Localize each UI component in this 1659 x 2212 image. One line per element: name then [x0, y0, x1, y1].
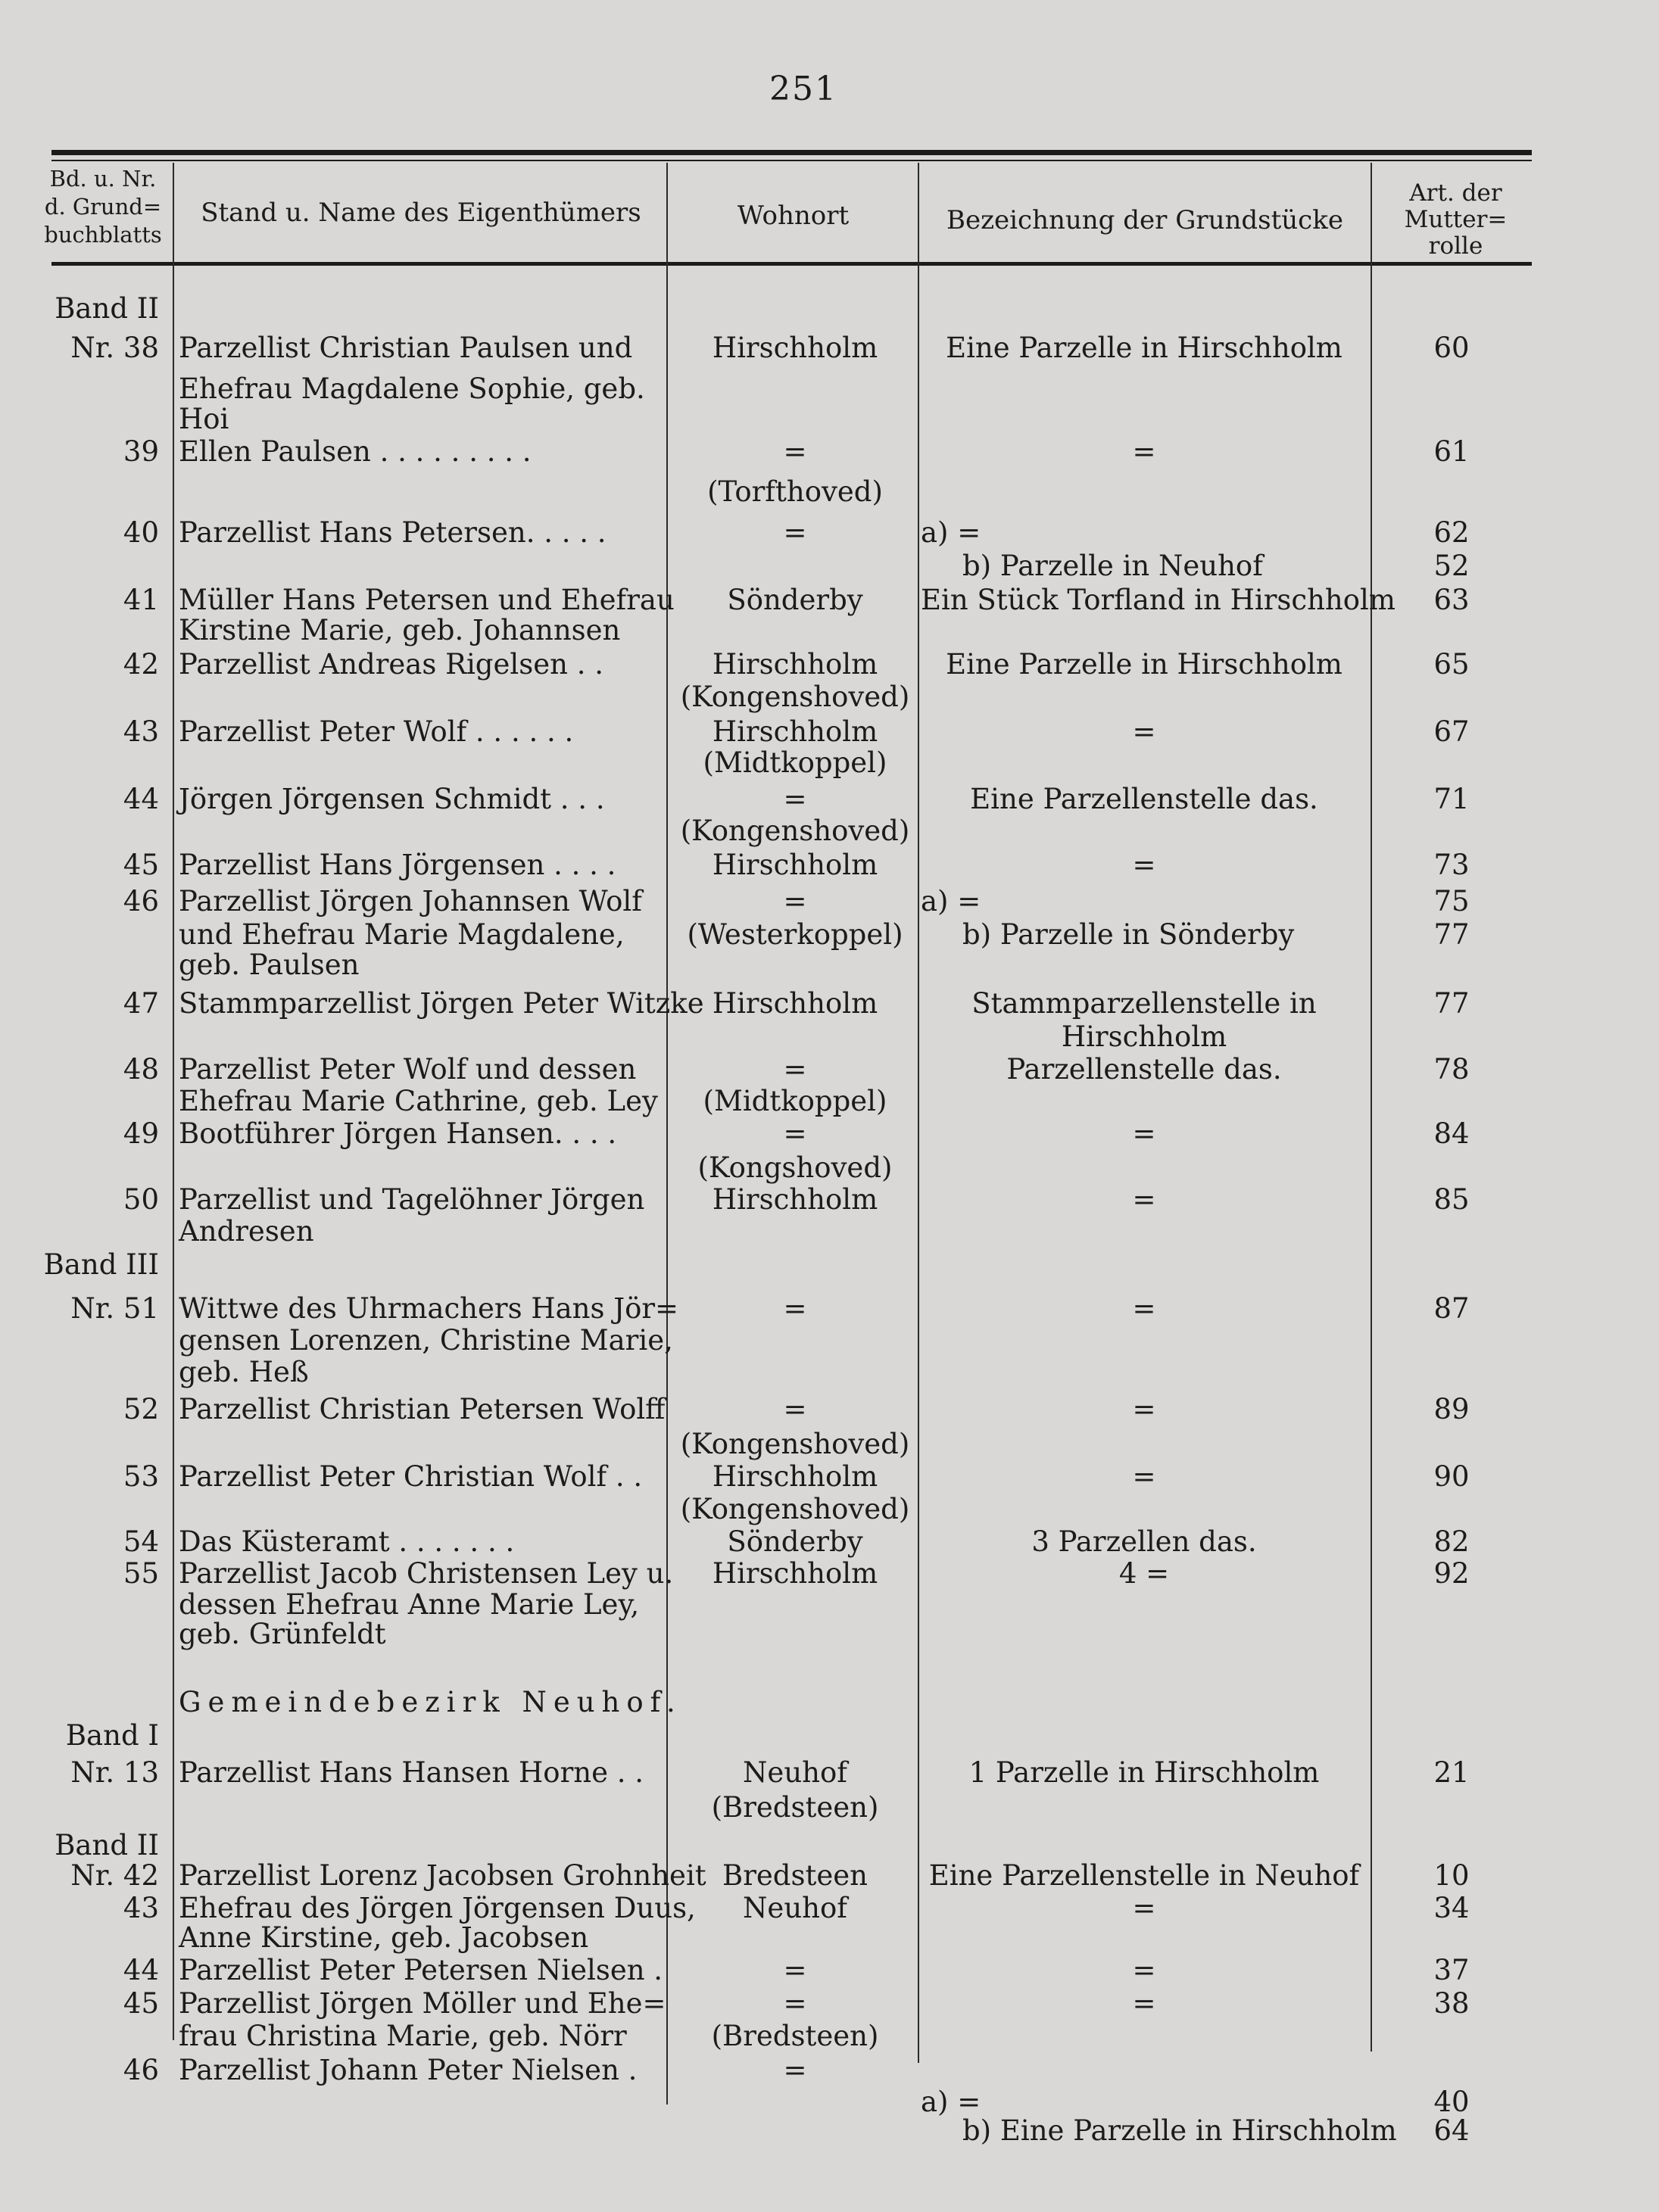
- cell-wohnort: (Kongenshoved): [680, 815, 910, 847]
- cell-owner-name: geb. Grünfeldt: [179, 1618, 386, 1650]
- cell-wohnort: =: [783, 1292, 807, 1325]
- cell-bezeichnung: =: [1132, 1117, 1156, 1150]
- cell-wohnort: =: [783, 1053, 807, 1086]
- table-row: [0, 1492, 1659, 1527]
- cell-bezeichnung: b) Parzelle in Sönderby: [962, 918, 1295, 951]
- cell-bd-nr: 48: [123, 1053, 159, 1086]
- cell-bd-nr: Nr. 42: [70, 1859, 159, 1892]
- cell-wohnort: Bredsteen: [722, 1859, 868, 1892]
- cell-wohnort: (Kongenshoved): [680, 1428, 910, 1460]
- cell-bezeichnung: Eine Parzelle in Hirschholm: [946, 648, 1342, 681]
- table-row: [0, 1921, 1659, 1955]
- cell-wohnort: Neuhof: [743, 1892, 847, 1924]
- table-row: [0, 331, 1659, 366]
- cell-bezeichnung: =: [1132, 1892, 1156, 1924]
- table-row: [0, 1291, 1659, 1326]
- cell-owner-name: Kirstine Marie, geb. Johannsen: [179, 614, 621, 646]
- table-row: [0, 884, 1659, 919]
- cell-bd-nr: 53: [123, 1460, 159, 1493]
- table-row: [0, 435, 1659, 469]
- cell-bezeichnung: 3 Parzellen das.: [1031, 1525, 1257, 1558]
- table-row: [0, 475, 1659, 509]
- cell-bezeichnung: a) =: [921, 2086, 981, 2118]
- cell-bd-nr: 44: [123, 783, 159, 815]
- cell-wohnort: =: [783, 1117, 807, 1150]
- table-row: [0, 1427, 1659, 1462]
- cell-wohnort: (Torfthoved): [707, 475, 883, 508]
- section-heading-row: [0, 1685, 1659, 1720]
- cell-owner-name: Ellen Paulsen . . . . . . . . .: [179, 435, 532, 468]
- cell-wohnort: =: [783, 1954, 807, 1986]
- header-bd-nr: Bd. u. Nr. d. Grund= buchblatts: [44, 166, 162, 248]
- cell-bd-nr: 54: [123, 1525, 159, 1558]
- cell-bd-nr: 52: [123, 1393, 159, 1425]
- cell-owner-name: Ehefrau des Jörgen Jörgensen Duus,: [179, 1892, 696, 1924]
- cell-owner-name: Bootführer Jörgen Hansen. . . .: [179, 1117, 617, 1150]
- cell-owner-name: Hoi: [179, 403, 229, 435]
- cell-wohnort: (Kongenshoved): [680, 681, 910, 713]
- cell-bd-nr: 50: [123, 1183, 159, 1216]
- cell-wohnort: Sönderby: [727, 584, 863, 616]
- cell-bezeichnung: Eine Parzellenstelle in Neuhof: [928, 1859, 1360, 1892]
- cell-bezeichnung: =: [1132, 1987, 1156, 2020]
- cell-wohnort: (Midtkoppel): [703, 746, 887, 779]
- cell-wohnort: Hirschholm: [712, 1460, 878, 1493]
- table-row: [0, 1020, 1659, 1055]
- cell-owner-name: Parzellist Hans Jörgensen . . . .: [179, 849, 616, 881]
- cell-bezeichnung: =: [1132, 1393, 1156, 1425]
- table-row: [0, 1248, 1659, 1282]
- cell-bezeichnung: Hirschholm: [1061, 1020, 1227, 1053]
- table-row: [0, 1323, 1659, 1358]
- cell-bezeichnung: b) Parzelle in Neuhof: [962, 550, 1263, 582]
- cell-wohnort: =: [783, 2054, 807, 2086]
- table-row: [0, 1756, 1659, 1790]
- cell-owner-name: frau Christina Marie, geb. Nörr: [179, 2020, 627, 2052]
- cell-art-mutterrolle: 64: [1433, 2114, 1470, 2147]
- table-row: [0, 680, 1659, 715]
- cell-owner-name: Andresen: [179, 1215, 314, 1248]
- cell-art-mutterrolle: 92: [1433, 1557, 1470, 1590]
- cell-art-mutterrolle: 38: [1433, 1987, 1470, 2020]
- cell-bezeichnung: =: [1132, 849, 1156, 881]
- cell-owner-name: Parzellist Jörgen Möller und Ehe=: [179, 1987, 666, 2020]
- cell-owner-name: Parzellist Jacob Christensen Ley u.: [179, 1557, 674, 1590]
- cell-bd-nr: 43: [123, 1892, 159, 1924]
- cell-bd-nr: 44: [123, 1954, 159, 1986]
- table-row: [0, 1355, 1659, 1390]
- cell-owner-name: Wittwe des Uhrmachers Hans Jör=: [179, 1292, 679, 1325]
- cell-bezeichnung: b) Eine Parzelle in Hirschholm: [962, 2114, 1397, 2147]
- table-row: [0, 1182, 1659, 1217]
- cell-bd-nr: 43: [123, 715, 159, 748]
- table-row: [0, 2114, 1659, 2148]
- cell-art-mutterrolle: 61: [1433, 435, 1470, 468]
- cell-wohnort: Hirschholm: [712, 1183, 878, 1216]
- header-bottom-rule: [51, 262, 1532, 266]
- cell-art-mutterrolle: 10: [1433, 1859, 1470, 1892]
- cell-owner-name: dessen Ehefrau Anne Marie Ley,: [179, 1588, 640, 1621]
- table-row: [0, 516, 1659, 550]
- cell-bezeichnung: =: [1132, 1292, 1156, 1325]
- cell-bezeichnung: =: [1132, 1460, 1156, 1493]
- cell-bezeichnung: 4 =: [1118, 1557, 1170, 1590]
- header-wohnort: Wohnort: [737, 201, 850, 231]
- cell-art-mutterrolle: 67: [1433, 715, 1470, 748]
- table-row: [0, 782, 1659, 817]
- cell-wohnort: (Kongshoved): [697, 1151, 893, 1184]
- cell-art-mutterrolle: 71: [1433, 783, 1470, 815]
- table-row: [0, 549, 1659, 584]
- cell-wohnort: =: [783, 435, 807, 468]
- table-row: [0, 1654, 1659, 1689]
- cell-bd-nr: Nr. 38: [70, 332, 159, 364]
- cell-art-mutterrolle: 65: [1433, 648, 1470, 681]
- cell-wohnort: (Midtkoppel): [703, 1085, 887, 1117]
- table-row: [0, 986, 1659, 1021]
- header-bezeichnung: Bezeichnung der Grundstücke: [946, 205, 1343, 235]
- cell-owner-name: Parzellist Hans Petersen. . . . .: [179, 516, 607, 549]
- cell-owner-name: Anne Kirstine, geb. Jacobsen: [179, 1921, 589, 1954]
- table-row: [0, 613, 1659, 648]
- cell-art-mutterrolle: 89: [1433, 1393, 1470, 1425]
- cell-wohnort: =: [783, 783, 807, 815]
- cell-owner-name: und Ehefrau Marie Magdalene,: [179, 918, 625, 951]
- cell-bezeichnung: Stammparzellenstelle in: [971, 987, 1317, 1020]
- cell-owner-name: Ehefrau Magdalene Sophie, geb.: [179, 372, 645, 405]
- cell-wohnort: =: [783, 1987, 807, 2020]
- cell-bezeichnung: 1 Parzelle in Hirschholm: [968, 1756, 1320, 1789]
- cell-art-mutterrolle: 60: [1433, 332, 1470, 364]
- cell-bezeichnung: =: [1132, 1954, 1156, 1986]
- cell-bd-nr: 39: [123, 435, 159, 468]
- cell-wohnort: Neuhof: [743, 1756, 847, 1789]
- table-row: [0, 1858, 1659, 1893]
- table-row: [0, 848, 1659, 883]
- cell-bd-nr: 49: [123, 1117, 159, 1150]
- cell-wohnort: (Bredsteen): [711, 2020, 879, 2052]
- table-row: [0, 948, 1659, 983]
- cell-art-mutterrolle: 75: [1433, 885, 1470, 918]
- cell-bezeichnung: Ein Stück Torfland in Hirschholm: [921, 584, 1395, 616]
- cell-bd-nr: 47: [123, 987, 159, 1020]
- cell-bd-nr: 42: [123, 648, 159, 681]
- table-row: [0, 1151, 1659, 1185]
- cell-wohnort: (Bredsteen): [711, 1791, 879, 1824]
- cell-wohnort: Hirschholm: [712, 332, 878, 364]
- table-row: [0, 1052, 1659, 1087]
- cell-wohnort: Hirschholm: [712, 849, 878, 881]
- cell-owner-name: Parzellist Andreas Rigelsen . .: [179, 648, 603, 681]
- cell-art-mutterrolle: 87: [1433, 1292, 1470, 1325]
- cell-owner-name: Gemeindebezirk Neuhof.: [179, 1686, 682, 1718]
- cell-owner-name: Parzellist Peter Christian Wolf . .: [179, 1460, 643, 1493]
- table-row: [0, 746, 1659, 780]
- table-row: [0, 1556, 1659, 1591]
- table-row: [0, 1525, 1659, 1559]
- cell-bezeichnung: Eine Parzelle in Hirschholm: [946, 332, 1342, 364]
- cell-owner-name: geb. Paulsen: [179, 949, 360, 981]
- cell-bezeichnung: Parzellenstelle das.: [1006, 1053, 1282, 1086]
- cell-owner-name: Parzellist Christian Petersen Wolff: [179, 1393, 666, 1425]
- cell-owner-name: Parzellist Peter Wolf . . . . . .: [179, 715, 574, 748]
- cell-art-mutterrolle: 40: [1433, 2086, 1470, 2118]
- cell-wohnort: (Westerkoppel): [687, 918, 903, 951]
- cell-art-mutterrolle: 78: [1433, 1053, 1470, 1086]
- cell-bd-nr: 46: [123, 885, 159, 918]
- cell-bd-nr: 40: [123, 516, 159, 549]
- top-rule-thin: [51, 160, 1532, 161]
- cell-bd-nr: Nr. 13: [70, 1756, 159, 1789]
- table-row: [0, 647, 1659, 682]
- header-name: Stand u. Name des Eigenthümers: [201, 198, 641, 228]
- cell-art-mutterrolle: 34: [1433, 1892, 1470, 1924]
- cell-bd-nr: Nr. 51: [70, 1292, 159, 1325]
- table-row: [0, 2053, 1659, 2088]
- cell-owner-name: Das Küsteramt . . . . . . .: [179, 1525, 515, 1558]
- table-row: [0, 1986, 1659, 2021]
- cell-wohnort: =: [783, 516, 807, 549]
- table-row: [0, 1392, 1659, 1427]
- cell-bd-nr: Band III: [43, 1248, 159, 1281]
- cell-owner-name: Parzellist Johann Peter Nielsen .: [179, 2054, 638, 2086]
- table-row: [0, 1617, 1659, 1652]
- cell-wohnort: Hirschholm: [712, 715, 878, 748]
- table-row: [0, 715, 1659, 749]
- table-row: [0, 291, 1659, 326]
- cell-owner-name: Parzellist Peter Wolf und dessen: [179, 1053, 637, 1086]
- cell-owner-name: Ehefrau Marie Cathrine, geb. Ley: [179, 1085, 658, 1117]
- cell-art-mutterrolle: 63: [1433, 584, 1470, 616]
- cell-owner-name: Parzellist Peter Petersen Nielsen .: [179, 1954, 663, 1986]
- table-row: [0, 1460, 1659, 1494]
- cell-bezeichnung: =: [1132, 715, 1156, 748]
- cell-owner-name: geb. Heß: [179, 1356, 309, 1388]
- table-row: [0, 1718, 1659, 1753]
- cell-owner-name: Parzellist Jörgen Johannsen Wolf: [179, 885, 642, 918]
- table-row: [0, 1953, 1659, 1988]
- cell-art-mutterrolle: 21: [1433, 1756, 1470, 1789]
- cell-art-mutterrolle: 90: [1433, 1460, 1470, 1493]
- cell-bezeichnung: =: [1132, 1183, 1156, 1216]
- cell-art-mutterrolle: 62: [1433, 516, 1470, 549]
- cell-art-mutterrolle: 77: [1433, 987, 1470, 1020]
- cell-wohnort: Hirschholm: [712, 648, 878, 681]
- cell-art-mutterrolle: 82: [1433, 1525, 1470, 1558]
- page-number: 251: [769, 70, 837, 108]
- cell-owner-name: gensen Lorenzen, Christine Marie,: [179, 1324, 673, 1357]
- cell-wohnort: Sönderby: [727, 1525, 863, 1558]
- cell-bezeichnung: Eine Parzellenstelle das.: [970, 783, 1318, 815]
- cell-bezeichnung: a) =: [921, 516, 981, 549]
- cell-owner-name: Jörgen Jörgensen Schmidt . . .: [179, 783, 605, 815]
- cell-wohnort: Hirschholm: [712, 1557, 878, 1590]
- cell-art-mutterrolle: 77: [1433, 918, 1470, 951]
- table-row: [0, 1790, 1659, 1825]
- cell-bd-nr: 46: [123, 2054, 159, 2086]
- table-row: [0, 2019, 1659, 2054]
- cell-art-mutterrolle: 52: [1433, 550, 1470, 582]
- cell-art-mutterrolle: 84: [1433, 1117, 1470, 1150]
- table-row: [0, 1117, 1659, 1151]
- table-row: [0, 1214, 1659, 1249]
- cell-wohnort: =: [783, 1393, 807, 1425]
- cell-bd-nr: 55: [123, 1557, 159, 1590]
- cell-owner-name: Parzellist Christian Paulsen und: [179, 332, 633, 364]
- cell-art-mutterrolle: 85: [1433, 1183, 1470, 1216]
- header-art: Art. der Mutter= rolle: [1404, 179, 1508, 260]
- cell-bd-nr: 45: [123, 1987, 159, 2020]
- table-row: [0, 814, 1659, 849]
- cell-wohnort: (Kongenshoved): [680, 1493, 910, 1525]
- top-rule-thick: [51, 150, 1532, 155]
- cell-wohnort: =: [783, 885, 807, 918]
- cell-art-mutterrolle: 37: [1433, 1954, 1470, 1986]
- cell-bezeichnung: =: [1132, 435, 1156, 468]
- cell-art-mutterrolle: 73: [1433, 849, 1470, 881]
- cell-bezeichnung: a) =: [921, 885, 981, 918]
- table-row: [0, 402, 1659, 437]
- cell-bd-nr: Band II: [55, 1829, 159, 1862]
- cell-owner-name: Stammparzellist Jörgen Peter Witzke: [179, 987, 704, 1020]
- cell-owner-name: Parzellist und Tagelöhner Jörgen: [179, 1183, 645, 1216]
- table-row: [0, 1084, 1659, 1119]
- cell-bd-nr: 41: [123, 584, 159, 616]
- cell-bd-nr: Band I: [65, 1719, 159, 1752]
- cell-owner-name: Parzellist Lorenz Jacobsen Grohnheit: [179, 1859, 706, 1892]
- cell-wohnort: Hirschholm: [712, 987, 878, 1020]
- cell-bd-nr: Band II: [55, 292, 159, 325]
- cell-bd-nr: 45: [123, 849, 159, 881]
- cell-owner-name: Müller Hans Petersen und Ehefrau: [179, 584, 675, 616]
- cell-owner-name: Parzellist Hans Hansen Horne . .: [179, 1756, 644, 1789]
